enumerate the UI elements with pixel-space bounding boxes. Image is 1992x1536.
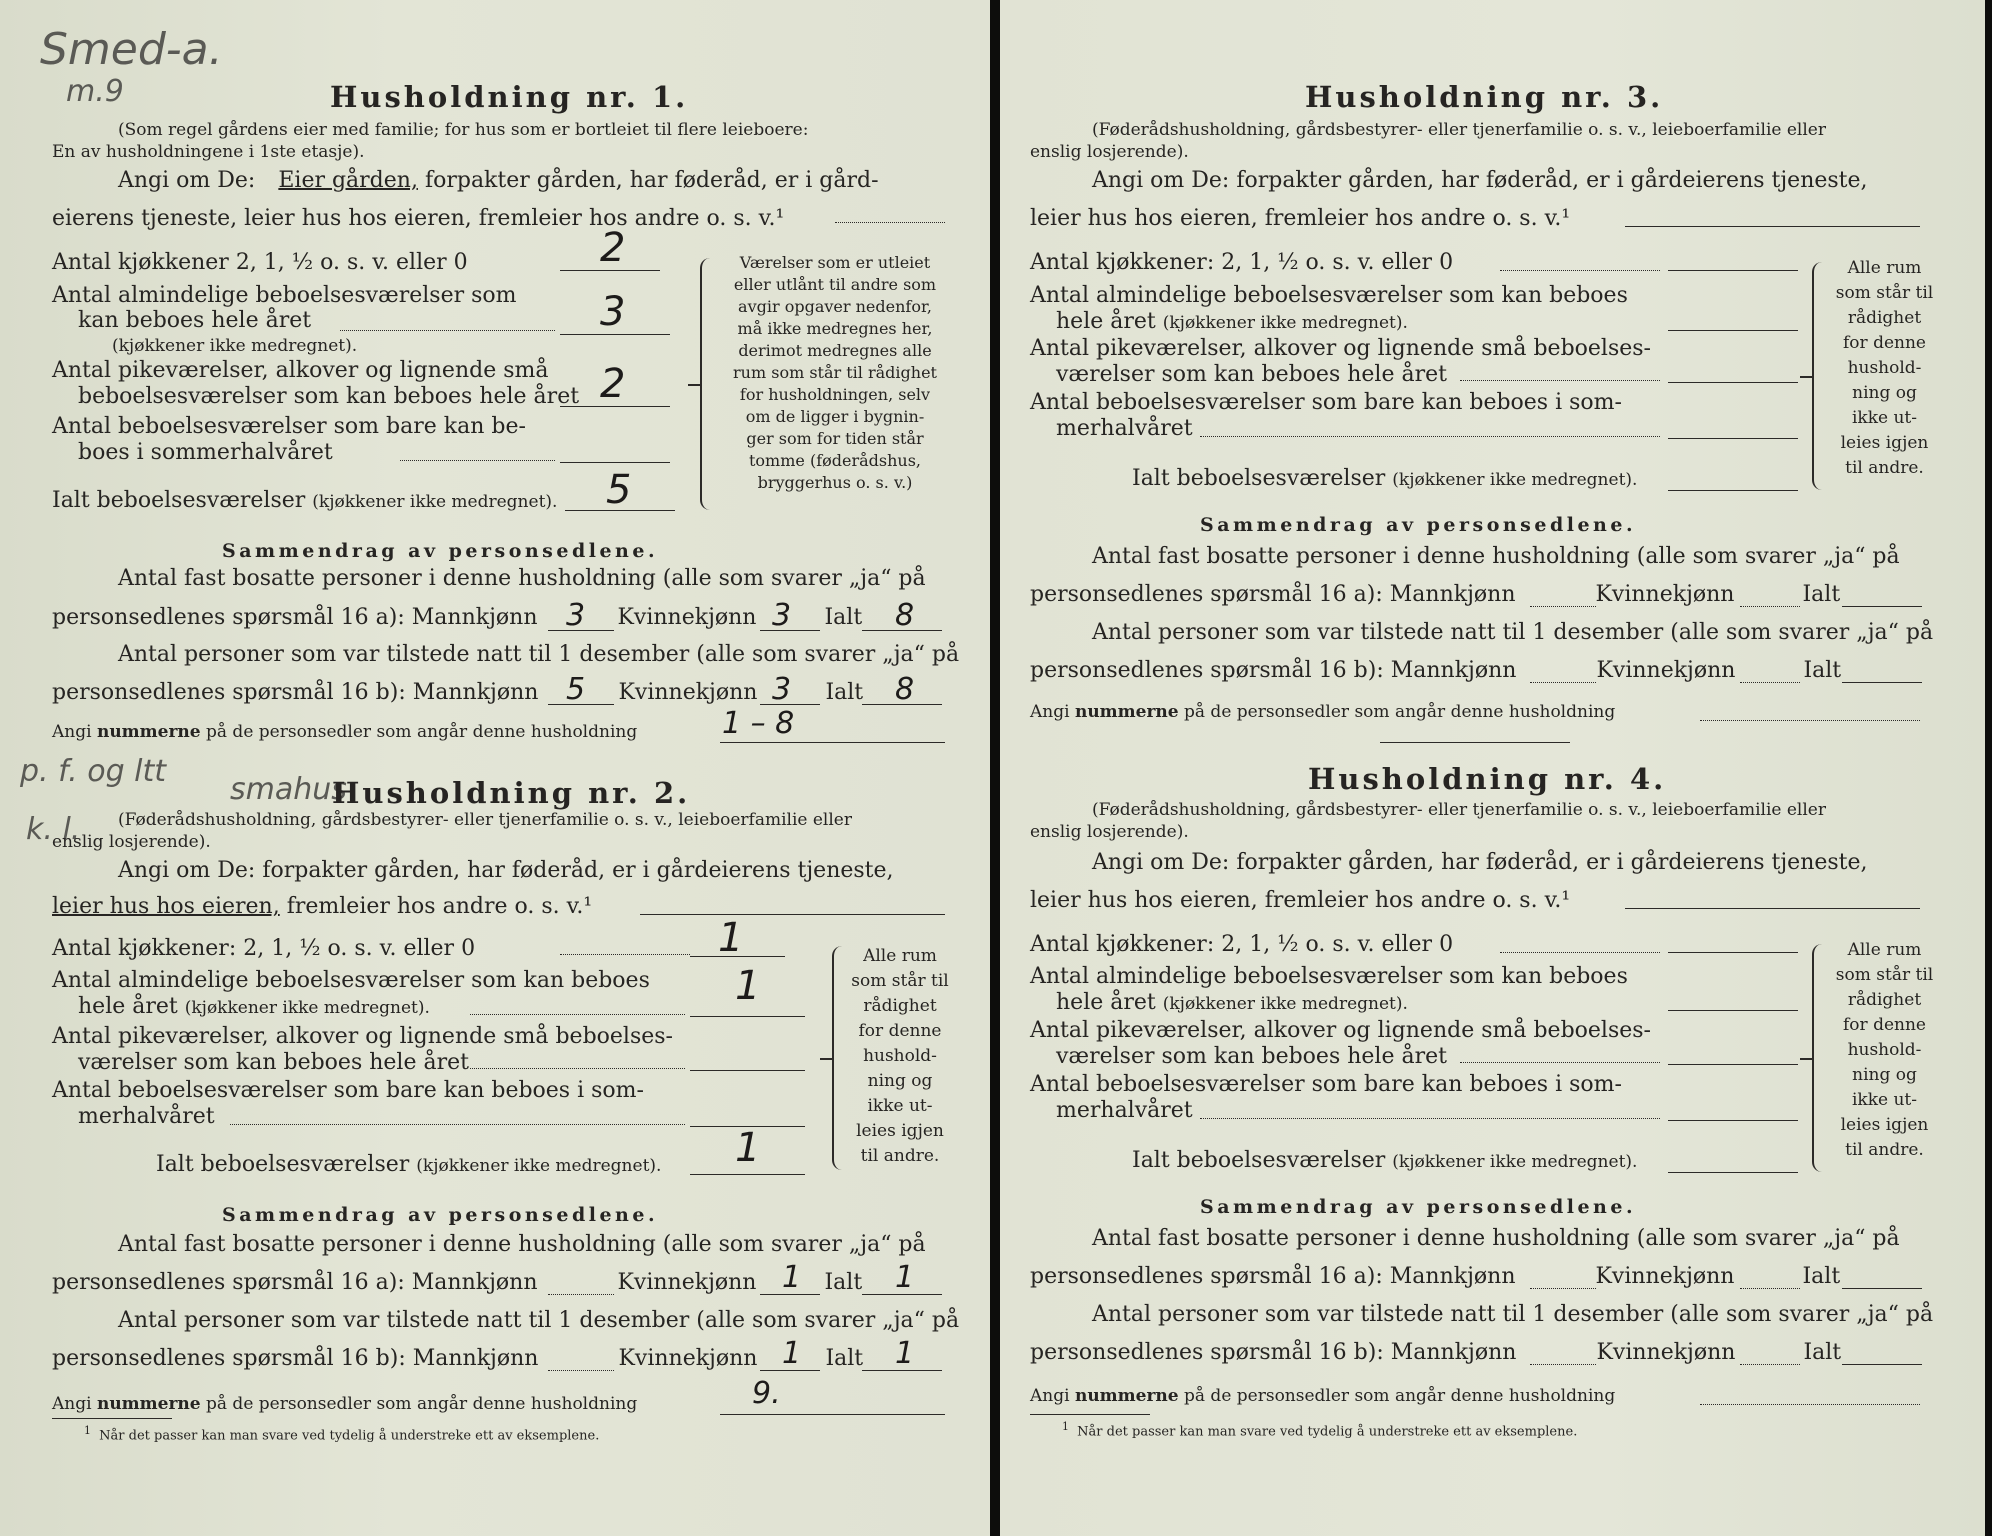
h1-sidebar-note: Værelser som er utleiet eller utlånt til andre som avgir opgaver nedenfor, må ikke medregnes her, derimot medregnes alle rum som står til rådighet for husholdningen, selv om de ligger i bygnin- ger som for tiden står tomme (føderådshus, bryggerhus o. s. v.) bbox=[733, 253, 937, 492]
h4-bare: merhalvåret bbox=[1056, 1098, 1193, 1123]
h4-nummer: Angi nummerne på de personsedler som angår denne husholdning bbox=[1030, 1386, 1616, 1406]
fill-line bbox=[560, 462, 670, 463]
h1-b-kvinne: 3 bbox=[772, 672, 792, 707]
h1-tilst-row: personsedlenes spørsmål 16 b): Mannkjønn Kvinnekjønn Ialt bbox=[52, 680, 864, 705]
footnote: $^1$ Når det passer kan man svare ved tydelig å understreke ett av eksemplene. bbox=[1062, 1420, 1578, 1440]
h3-fast: Antal fast bosatte personer i denne husholdning (alle som svarer „ja“ på bbox=[1092, 544, 1900, 569]
h1-angi bbox=[118, 168, 879, 193]
h1-b-mann: 5 bbox=[566, 672, 586, 707]
h3-pike: Antal pikeværelser, alkover og lignende små beboelses- bbox=[1030, 336, 1651, 361]
angi-selected-option: Eier gården, bbox=[278, 168, 418, 193]
h1-angi-cont: eierens tjeneste, leier hus hos eieren, fremleier hos andre o. s. v.¹ bbox=[52, 206, 785, 231]
h3-sidebar-note: Alle rum som står til rådighet for denne hushold- ning og ikke ut- leies igjen til andre. bbox=[1835, 258, 1934, 478]
h1-note: (Som regel gårdens eier med familie; for hus som er bortleiet til flere leieboere: bbox=[118, 120, 809, 140]
margin-note: m.9 bbox=[66, 74, 124, 109]
h1-pike: Antal pikeværelser, alkover og lignende små bbox=[52, 358, 549, 383]
h1-alm: kan beboes hele året bbox=[78, 308, 312, 333]
h3-ialt: Ialt beboelsesværelser (kjøkkener ikke medregnet). bbox=[1132, 466, 1638, 491]
h1-nummer: Angi nummerne på de personsedler som angår denne husholdning bbox=[52, 722, 638, 742]
margin-note: Smed-a. bbox=[40, 24, 223, 75]
h3-summary-title: Sammendrag av personsedlene. bbox=[1200, 514, 1637, 536]
fill-dots bbox=[1700, 1404, 1920, 1405]
fill-dots bbox=[1740, 682, 1800, 683]
h4-ialt: Ialt beboelsesværelser (kjøkkener ikke medregnet). bbox=[1132, 1148, 1638, 1173]
angi-options: forpakter gården, har føderåd, er i gård- bbox=[424, 168, 879, 193]
h1-bare: Antal beboelsesværelser som bare kan be- bbox=[52, 414, 526, 439]
fill-line bbox=[1668, 1010, 1798, 1011]
footnote-rule bbox=[52, 1418, 172, 1419]
margin-note: smahus bbox=[230, 772, 347, 807]
fill-line bbox=[1668, 270, 1798, 271]
left-page bbox=[0, 0, 990, 1536]
h4-sidebar-note: Alle rum som står til rådighet for denne hushold- ning og ikke ut- leies igjen til andre. bbox=[1835, 940, 1934, 1160]
fill-dots bbox=[1740, 1364, 1800, 1365]
h1-pike: beboelsesværelser som kan beboes hele året bbox=[78, 384, 580, 409]
h3-tilst: Antal personer som var tilstede natt til 1 desember (alle som svarer „ja“ på bbox=[1092, 620, 1934, 645]
h1-fast: Antal fast bosatte personer i denne husholdning (alle som svarer „ja“ på bbox=[118, 566, 926, 591]
fill-dots bbox=[1530, 1288, 1596, 1289]
fill-dots bbox=[470, 1014, 685, 1015]
h3-tilst-row: personsedlenes spørsmål 16 b): Mannkjønn Kvinnekjønn Ialt bbox=[1030, 658, 1842, 683]
angi-selected-option: leier hus hos eieren, bbox=[52, 894, 280, 919]
h2-ialt-value: 1 bbox=[735, 1125, 761, 1171]
h3-alm: hele året (kjøkkener ikke medregnet). bbox=[1056, 309, 1408, 334]
h1-ialt bbox=[52, 488, 557, 513]
h4-pike: værelser som kan beboes hele året bbox=[1056, 1044, 1447, 1069]
h3-kjokken: Antal kjøkkener: 2, 1, ½ o. s. v. eller 0 bbox=[1030, 250, 1454, 275]
fill-dots bbox=[1460, 1062, 1660, 1063]
h2-bare: merhalvåret bbox=[78, 1104, 215, 1129]
fill-dots bbox=[1530, 606, 1596, 607]
h1-a-kvinne: 3 bbox=[772, 598, 792, 633]
fill-dots bbox=[1530, 1364, 1596, 1365]
h2-b-ialt: 1 bbox=[895, 1336, 915, 1371]
h2-alm: hele året (kjøkkener ikke medregnet). bbox=[78, 994, 430, 1019]
h3-bare: Antal beboelsesværelser som bare kan beboes i som- bbox=[1030, 390, 1622, 415]
h2-pike: Antal pikeværelser, alkover og lignende små beboelses- bbox=[52, 1024, 673, 1049]
fill-dots bbox=[400, 460, 555, 461]
fill-dots bbox=[1460, 380, 1660, 381]
fill-line bbox=[1625, 226, 1920, 227]
ialt-note: (kjøkkener ikke medregnet). bbox=[312, 492, 558, 512]
fill-line bbox=[1668, 382, 1798, 383]
h4-alm: Antal almindelige beboelsesværelser som kan beboes bbox=[1030, 964, 1628, 989]
fill-line bbox=[720, 1414, 945, 1415]
h1-a-mann: 3 bbox=[566, 598, 586, 633]
fill-line bbox=[1668, 1064, 1798, 1065]
fill-line bbox=[640, 914, 945, 915]
fill-dots bbox=[1740, 1288, 1800, 1289]
h1-a-ialt: 8 bbox=[895, 598, 915, 633]
h2-bare: Antal beboelsesværelser som bare kan beboes i som- bbox=[52, 1078, 644, 1103]
h4-tilst: Antal personer som var tilstede natt til 1 desember (alle som svarer „ja“ på bbox=[1092, 1302, 1934, 1327]
fill-dots bbox=[1200, 436, 1660, 437]
h2-sidebar-note: Alle rum som står til rådighet for denne hushold- ning og ikke ut- leies igjen til andre. bbox=[851, 946, 949, 1166]
right-page bbox=[1000, 0, 1985, 1536]
h4-fast: Antal fast bosatte personer i denne husholdning (alle som svarer „ja“ på bbox=[1092, 1226, 1900, 1251]
fill-line bbox=[1668, 438, 1798, 439]
h3-alm: Antal almindelige beboelsesværelser som kan beboes bbox=[1030, 283, 1628, 308]
fill-dots bbox=[1740, 606, 1800, 607]
margin-note: p. f. og ltt bbox=[20, 754, 167, 789]
h4-fast-row: personsedlenes spørsmål 16 a): Mannkjønn Kvinnekjønn Ialt bbox=[1030, 1264, 1841, 1289]
fill-line bbox=[1668, 1120, 1798, 1121]
h2-tilst-row: personsedlenes spørsmål 16 b): Mannkjønn Kvinnekjønn Ialt bbox=[52, 1346, 864, 1371]
h1-title: Husholdning nr. 1. bbox=[330, 80, 689, 114]
h4-tilst-row: personsedlenes spørsmål 16 b): Mannkjønn Kvinnekjønn Ialt bbox=[1030, 1340, 1842, 1365]
h3-pike: værelser som kan beboes hele året bbox=[1056, 362, 1447, 387]
h2-title: Husholdning nr. 2. bbox=[332, 776, 691, 810]
fill-dots bbox=[548, 1294, 614, 1295]
brace bbox=[700, 258, 716, 510]
fill-line bbox=[1668, 952, 1798, 953]
h2-note: enslig losjerende). bbox=[52, 832, 211, 852]
fill-line bbox=[690, 1016, 805, 1017]
h1-kjokken: Antal kjøkkener 2, 1, ½ o. s. v. eller 0 bbox=[52, 250, 468, 275]
h1-pike-value: 2 bbox=[600, 361, 626, 407]
h2-ialt: Ialt beboelsesværelser (kjøkkener ikke medregnet). bbox=[156, 1152, 662, 1177]
h2-alm-value: 1 bbox=[735, 963, 761, 1009]
h2-kjokken-value: 1 bbox=[718, 915, 744, 961]
fill-line bbox=[1668, 1172, 1798, 1173]
h2-tilst: Antal personer som var tilstede natt til 1 desember (alle som svarer „ja“ på bbox=[118, 1308, 960, 1333]
margin-note: k. l. bbox=[26, 812, 81, 847]
h4-pike: Antal pikeværelser, alkover og lignende små beboelses- bbox=[1030, 1018, 1651, 1043]
footnote-rule bbox=[1030, 1414, 1150, 1415]
fill-dots bbox=[1500, 952, 1660, 953]
fill-line bbox=[1842, 682, 1922, 683]
angi-label: Angi om De: bbox=[118, 168, 256, 193]
h1-b-ialt: 8 bbox=[895, 672, 915, 707]
h3-title: Husholdning nr. 3. bbox=[1305, 80, 1664, 114]
fill-line bbox=[690, 1070, 805, 1071]
fill-line bbox=[1842, 1364, 1922, 1365]
h3-angi: Angi om De: forpakter gården, har føderåd, er i gårdeierens tjeneste, bbox=[1092, 168, 1868, 193]
h2-a-kvinne: 1 bbox=[782, 1260, 802, 1295]
ialt-label: Ialt beboelsesværelser bbox=[52, 488, 306, 513]
h2-angi: Angi om De: forpakter gården, har føderåd, er i gårdeierens tjeneste, bbox=[118, 858, 894, 883]
separator-rule bbox=[1380, 742, 1570, 743]
fill-line bbox=[1668, 330, 1798, 331]
h3-angi-cont: leier hus hos eieren, fremleier hos andre o. s. v.¹ bbox=[1030, 206, 1571, 231]
h1-fast-row: personsedlenes spørsmål 16 a): Mannkjønn Kvinnekjønn Ialt bbox=[52, 605, 863, 630]
h2-a-ialt: 1 bbox=[895, 1260, 915, 1295]
fill-dots bbox=[230, 1124, 685, 1125]
fill-dots bbox=[470, 1068, 685, 1069]
fill-dots bbox=[1530, 682, 1596, 683]
h3-note: (Føderådshusholdning, gårdsbestyrer- eller tjenerfamilie o. s. v., leieboerfamilie eller bbox=[1092, 120, 1826, 140]
h4-kjokken: Antal kjøkkener: 2, 1, ½ o. s. v. eller 0 bbox=[1030, 932, 1454, 957]
h1-ialt-value: 5 bbox=[606, 467, 632, 513]
h4-angi: Angi om De: forpakter gården, har føderåd, er i gårdeierens tjeneste, bbox=[1092, 850, 1868, 875]
h2-fast-row: personsedlenes spørsmål 16 a): Mannkjønn Kvinnekjønn Ialt bbox=[52, 1270, 863, 1295]
h2-pike: værelser som kan beboes hele året bbox=[78, 1050, 469, 1075]
h3-note: enslig losjerende). bbox=[1030, 142, 1189, 162]
h2-summary-title: Sammendrag av personsedlene. bbox=[222, 1204, 659, 1226]
h4-note: (Føderådshusholdning, gårdsbestyrer- eller tjenerfamilie o. s. v., leieboerfamilie eller bbox=[1092, 800, 1826, 820]
h2-b-kvinne: 1 bbox=[782, 1336, 802, 1371]
h2-kjokken: Antal kjøkkener: 2, 1, ½ o. s. v. eller 0 bbox=[52, 936, 476, 961]
h1-bare: boes i sommerhalvåret bbox=[78, 440, 333, 465]
fill-line bbox=[1625, 908, 1920, 909]
fill-line bbox=[835, 222, 945, 223]
h1-kjokken-value: 2 bbox=[600, 225, 626, 271]
h1-nummer-value: 1 – 8 bbox=[722, 706, 795, 741]
fill-dots bbox=[1200, 1118, 1660, 1119]
h3-nummer: Angi nummerne på de personsedler som angår denne husholdning bbox=[1030, 702, 1616, 722]
h1-tilst: Antal personer som var tilstede natt til 1 desember (alle som svarer „ja“ på bbox=[118, 642, 960, 667]
h2-nummer-value: 9. bbox=[752, 1376, 781, 1411]
h2-nummer: Angi nummerne på de personsedler som angår denne husholdning bbox=[52, 1394, 638, 1414]
h2-fast: Antal fast bosatte personer i denne husholdning (alle som svarer „ja“ på bbox=[118, 1232, 926, 1257]
fill-dots bbox=[340, 330, 555, 331]
fill-line bbox=[1842, 1288, 1922, 1289]
h4-angi-cont: leier hus hos eieren, fremleier hos andre o. s. v.¹ bbox=[1030, 888, 1571, 913]
h4-alm: hele året (kjøkkener ikke medregnet). bbox=[1056, 990, 1408, 1015]
fill-line bbox=[1842, 606, 1922, 607]
h2-angi-cont: leier hus hos eieren, fremleier hos andre o. s. v.¹ bbox=[52, 894, 593, 919]
h4-summary-title: Sammendrag av personsedlene. bbox=[1200, 1196, 1637, 1218]
h1-note: En av husholdningene i 1ste etasje). bbox=[52, 142, 365, 162]
h3-bare: merhalvåret bbox=[1056, 416, 1193, 441]
h4-note: enslig losjerende). bbox=[1030, 822, 1189, 842]
h3-fast-row: personsedlenes spørsmål 16 a): Mannkjønn Kvinnekjønn Ialt bbox=[1030, 582, 1841, 607]
footnote: $^1$ Når det passer kan man svare ved tydelig å understreke ett av eksemplene. bbox=[84, 1424, 600, 1444]
h4-bare: Antal beboelsesværelser som bare kan beboes i som- bbox=[1030, 1072, 1622, 1097]
fill-line bbox=[690, 1174, 805, 1175]
h2-alm: Antal almindelige beboelsesværelser som kan beboes bbox=[52, 968, 650, 993]
h2-note: (Føderådshusholdning, gårdsbestyrer- eller tjenerfamilie o. s. v., leieboerfamilie eller bbox=[118, 810, 852, 830]
fill-dots bbox=[1500, 270, 1660, 271]
fill-dots bbox=[560, 954, 690, 955]
h1-alm-value: 3 bbox=[600, 289, 626, 335]
fill-dots bbox=[548, 1370, 614, 1371]
h4-title: Husholdning nr. 4. bbox=[1308, 762, 1667, 796]
h1-summary-title: Sammendrag av personsedlene. bbox=[222, 540, 659, 562]
fill-line bbox=[1668, 490, 1798, 491]
h1-alm: Antal almindelige beboelsesværelser som bbox=[52, 283, 517, 308]
fill-dots bbox=[1700, 720, 1920, 721]
h1-alm-note: (kjøkkener ikke medregnet). bbox=[112, 336, 358, 356]
